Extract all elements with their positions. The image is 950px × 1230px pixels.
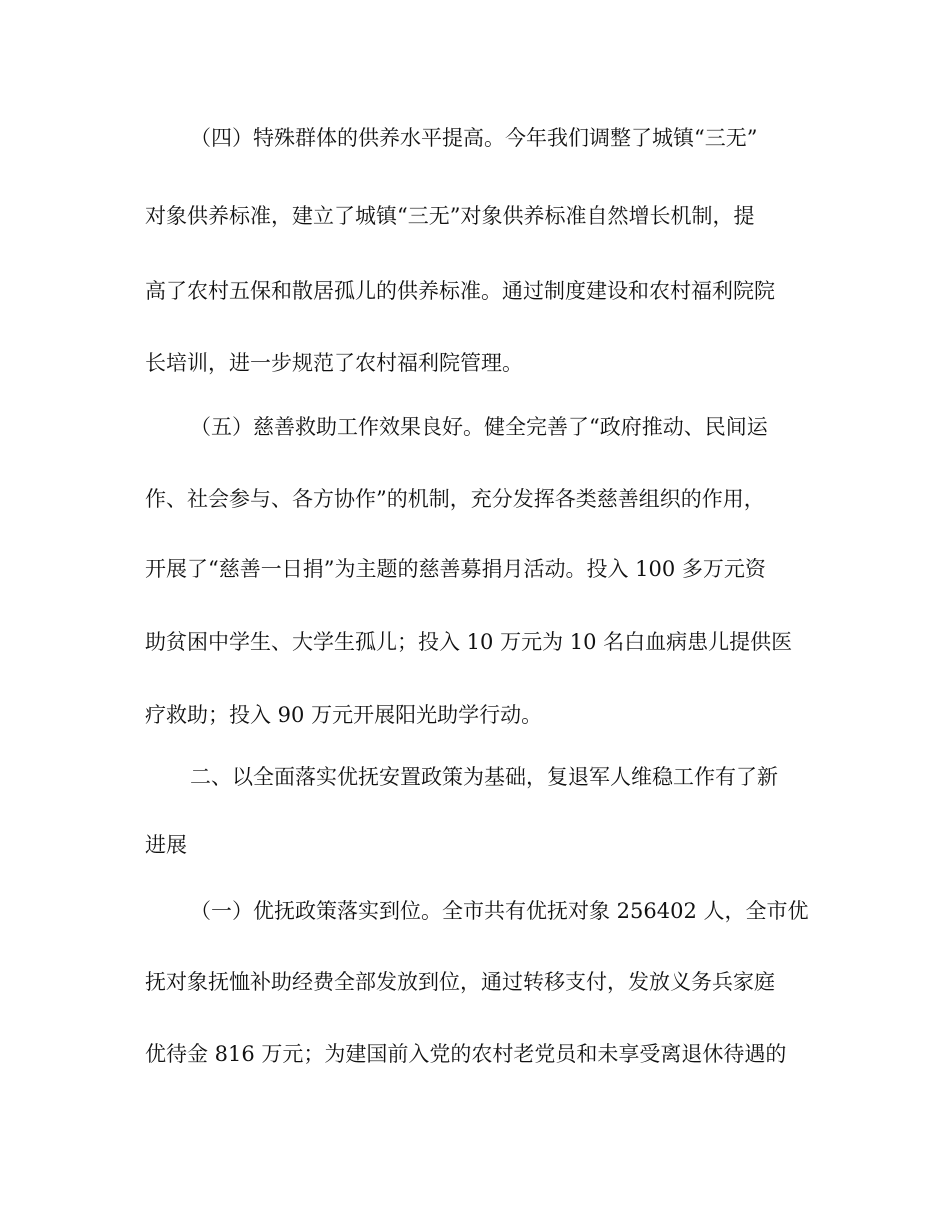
section-heading-line: 二、以全面落实优抚安置政策为基础，复退军人维稳工作有了新	[190, 765, 778, 789]
paragraph-line: 长培训，进一步规范了农村福利院管理。	[145, 351, 523, 375]
paragraph-line: 高了农村五保和散居孤儿的供养标准。通过制度建设和农村福利院院	[145, 279, 775, 303]
paragraph-line: （四）特殊群体的供养水平提高。今年我们调整了城镇“三无”	[190, 126, 758, 150]
paragraph-line: 对象供养标准，建立了城镇“三无”对象供养标准自然增长机制，提	[145, 204, 755, 228]
paragraph-line: 开展了“慈善一日捐”为主题的慈善募捐月活动。投入 100 多万元资	[145, 557, 766, 581]
section-heading-line: 进展	[145, 833, 187, 857]
paragraph-line: 抚对象抚恤补助经费全部发放到位，通过转移支付，发放义务兵家庭	[145, 970, 775, 994]
paragraph-line: （五）慈善救助工作效果良好。健全完善了“政府推动、民间运	[190, 415, 768, 439]
paragraph-line: 优待金 816 万元；为建国前入党的农村老党员和未享受离退休待遇的	[145, 1042, 787, 1066]
paragraph-line: 助贫困中学生、大学生孤儿；投入 10 万元为 10 名白血病患儿提供医	[145, 630, 793, 654]
paragraph-line: （一）优抚政策落实到位。全市共有优抚对象 256402 人，全市优	[190, 899, 809, 923]
paragraph-line: 疗救助；投入 90 万元开展阳光助学行动。	[145, 703, 543, 727]
paragraph-line: 作、社会参与、各方协作”的机制，充分发挥各类慈善组织的作用，	[145, 487, 765, 511]
